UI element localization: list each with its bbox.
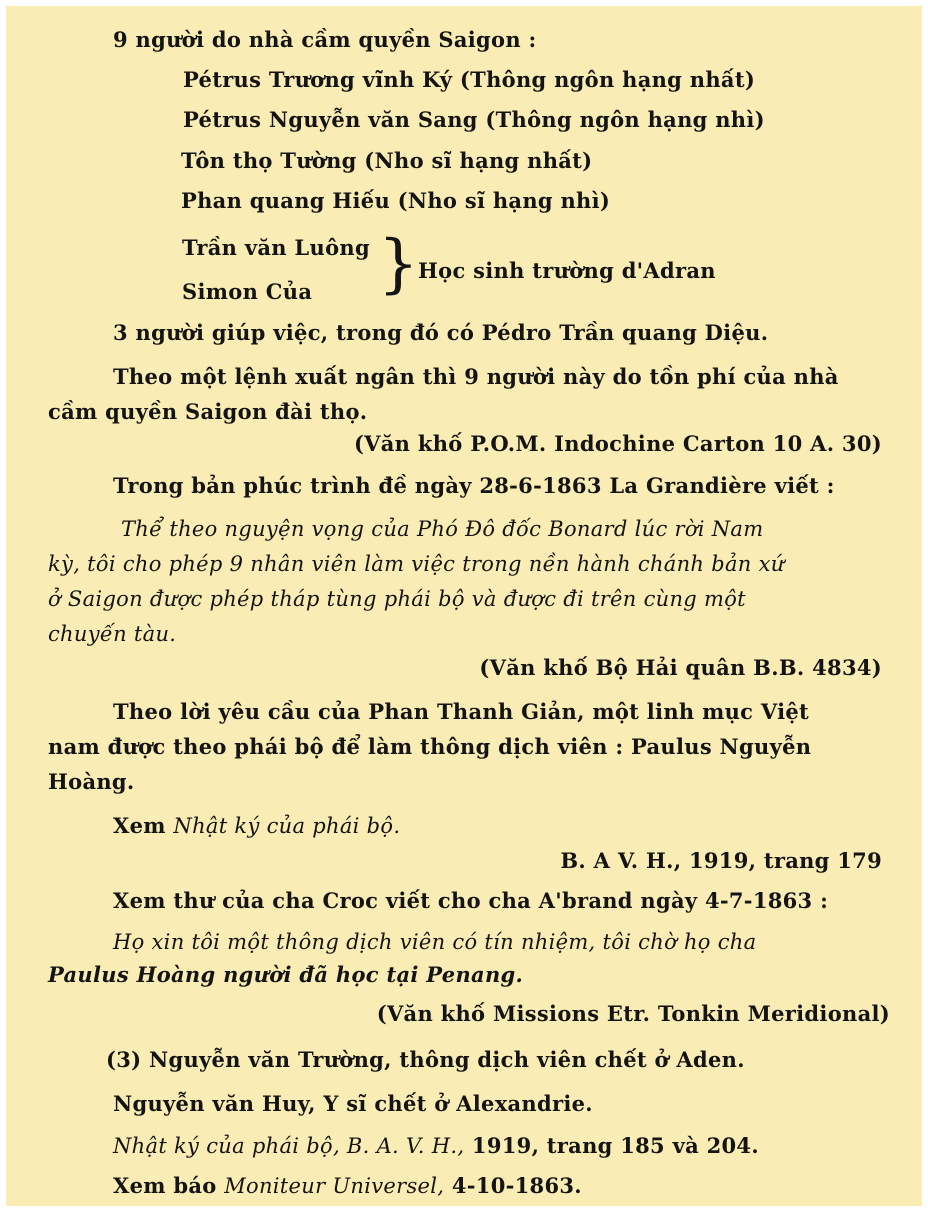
italic-run: Moniteur Universel, [224,1174,445,1198]
paragraph-line: Theo lời yêu cầu của Phan Thanh Giản, một linh mục Việt [113,699,810,724]
paragraph-line: nam được theo phái bộ để làm thông dịch viên : Paulus Nguyễn [48,734,812,759]
paragraph-line: Trong bản phúc trình đề ngày 28-6-1863 La Grandière viết : [113,473,835,498]
document-page [6,6,922,1206]
text-run: Xem báo [113,1173,225,1198]
list-item: Tôn thọ Tường (Nho sĩ hạng nhất) [181,148,593,173]
footnote-line: (3) Nguyễn văn Trường, thông dịch viên chết ở Aden. [106,1047,745,1072]
text-run: 1919, trang 185 và 204. [464,1133,759,1158]
citation: (Văn khố Bộ Hải quân B.B. 4834) [479,655,882,680]
footnote-line [113,1132,759,1160]
paragraph-line: cầm quyền Saigon đài thọ. [48,399,368,424]
paragraph-line: 3 người giúp việc, trong đó có Pédro Trần quang Diệu. [113,320,769,345]
list-item: Pétrus Trương vĩnh Ký (Thông ngôn hạng nhất) [183,67,756,92]
quote-line: Paulus Hoàng người đã học tại Penang. [48,962,524,987]
text-run: 4-10-1863. [444,1173,582,1198]
paragraph-line: Xem thư của cha Croc viết cho cha A'brand ngày 4-7-1863 : [113,888,829,913]
list-item: Trần văn Luông [182,235,370,260]
quote-line: chuyến tàu. [48,622,177,646]
paragraph-line [113,812,400,840]
italic-run: Nhật ký của phái bộ. [173,814,401,838]
citation: B. A V. H., 1919, trang 179 [560,848,882,873]
footnote-line [113,1172,582,1200]
quote-line: ở Saigon được phép tháp tùng phái bộ và được đi trên cùng một [48,587,746,611]
italic-run: Nhật ký của phái bộ, B. A. V. H., [113,1134,465,1158]
paragraph-line: Hoàng. [48,769,135,794]
list-item: Phan quang Hiếu (Nho sĩ hạng nhì) [181,188,611,213]
curly-brace: } [378,227,420,301]
list-item: Simon Của [182,279,313,304]
list-item: Pétrus Nguyễn văn Sang (Thông ngôn hạng nhì) [183,107,765,132]
quote-line: Thể theo nguyện vọng của Phó Đô đốc Bonard lúc rời Nam [121,517,764,541]
text-run: Xem [113,813,174,838]
quote-line: kỳ, tôi cho phép 9 nhân viên làm việc trong nền hành chánh bản xứ [48,552,785,576]
footnote-line: Nguyễn văn Huy, Y sĩ chết ở Alexandrie. [113,1091,593,1116]
list-heading: 9 người do nhà cầm quyền Saigon : [113,27,537,52]
citation: (Văn khố Missions Etr. Tonkin Meridional) [376,1001,890,1026]
quote-line: Họ xin tôi một thông dịch viên có tín nhiệm, tôi chờ họ cha [113,930,757,954]
paragraph-line: Theo một lệnh xuất ngân thì 9 người này do tồn phí của nhà [113,364,839,389]
brace-label: Học sinh trường d'Adran [418,258,716,283]
citation: (Văn khố P.O.M. Indochine Carton 10 A. 30) [353,431,882,456]
